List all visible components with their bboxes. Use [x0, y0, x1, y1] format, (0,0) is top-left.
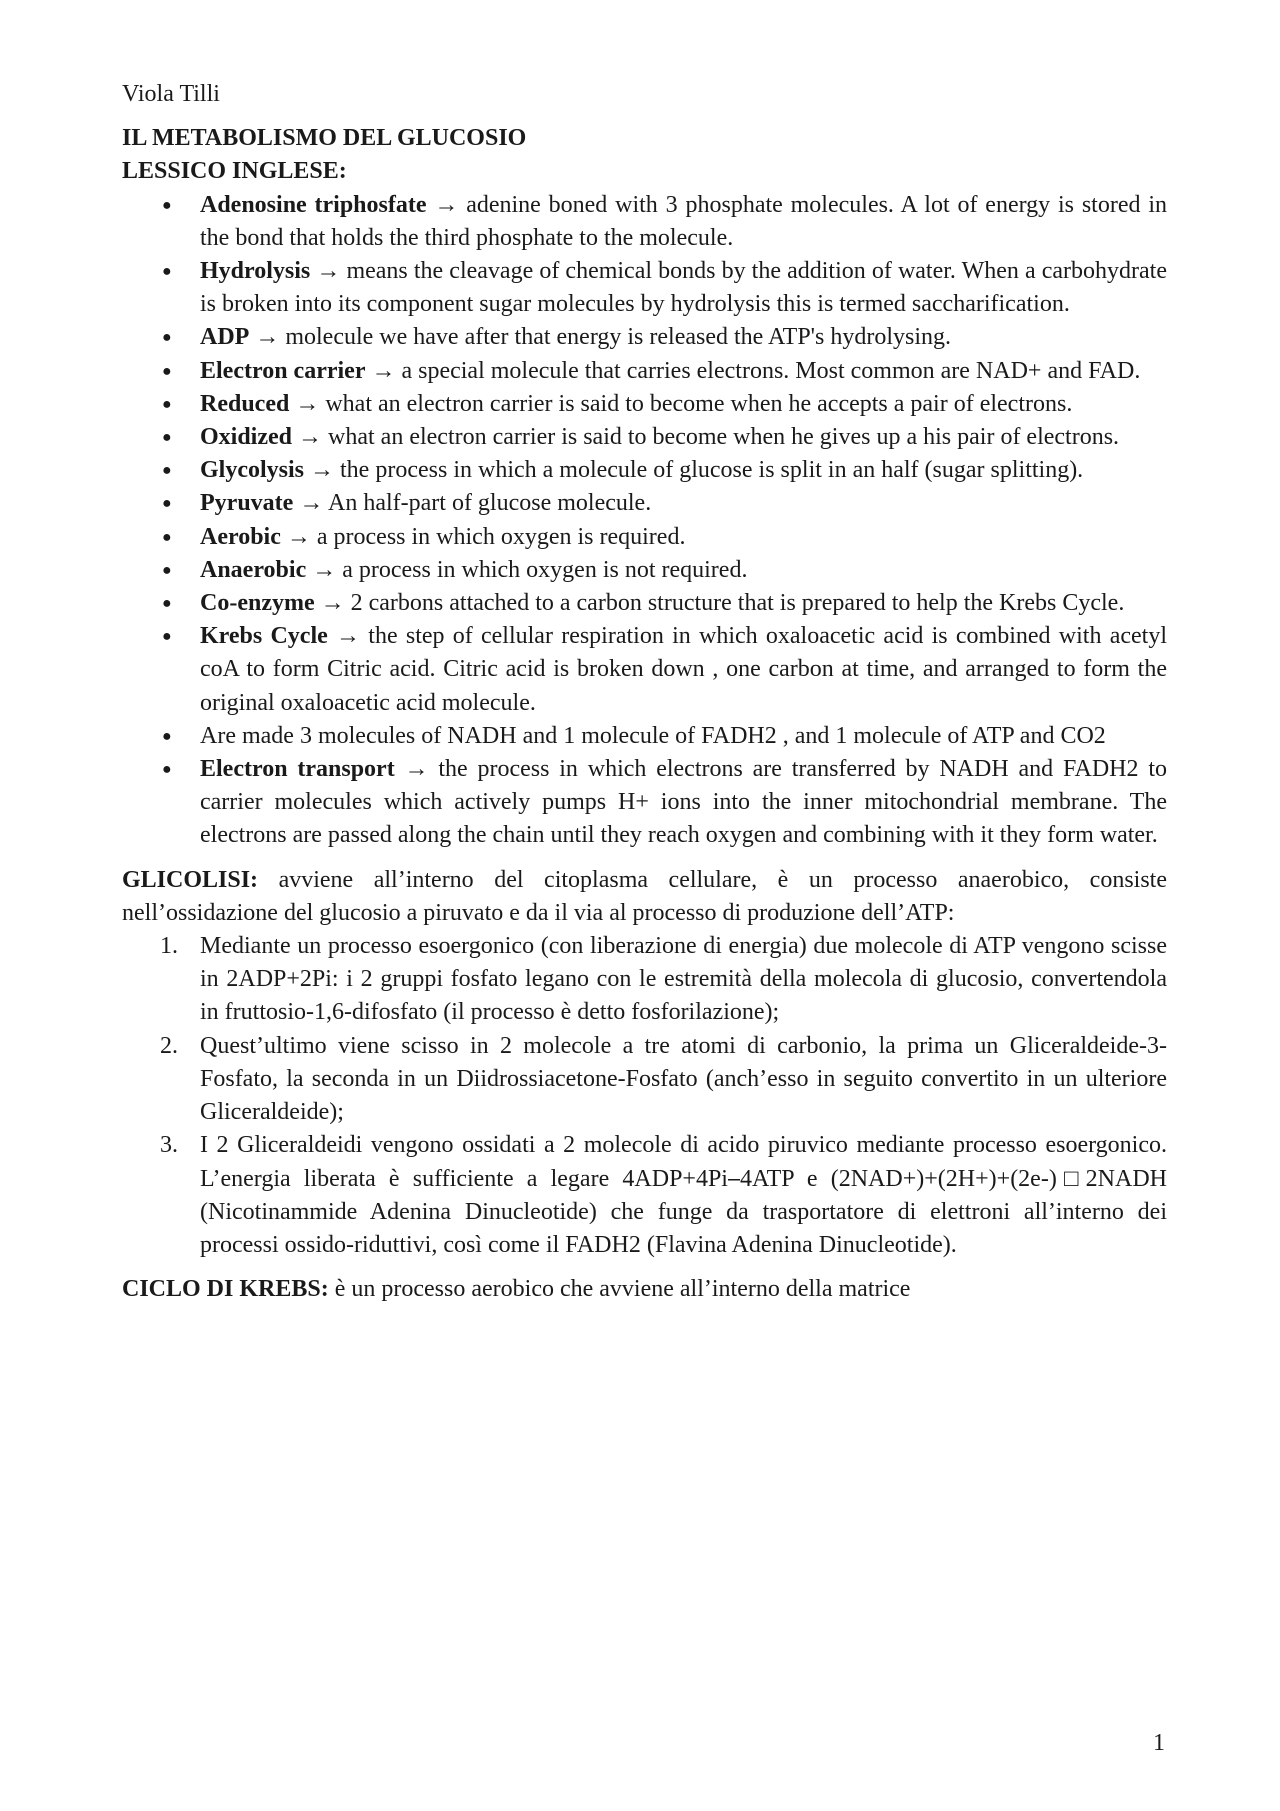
bullet-icon: ●: [162, 263, 172, 281]
glossary-term: Krebs Cycle: [200, 623, 328, 650]
glossary-term: Co-enzyme: [200, 590, 315, 617]
glossary-item: [122, 620, 1167, 720]
glossary-term: Reduced: [200, 390, 290, 417]
glossary-definition: → the process in which a molecule of glucose is split in an half (sugar splitting).: [304, 457, 1084, 484]
section-subtitle: LESSICO INGLESE:: [122, 158, 347, 185]
glicolisi-step: [122, 1030, 1167, 1130]
glicolisi-step: [122, 930, 1167, 1030]
step-number: 2.: [160, 1032, 178, 1059]
glossary-item: [122, 554, 1167, 587]
glossary-definition: Are made 3 molecules of NADH and 1 molecule of FADH2 , and 1 molecule of ATP and CO2: [200, 722, 1106, 749]
bullet-icon: ●: [162, 329, 172, 347]
glossary-term: Adenosine triphosfate: [200, 191, 427, 218]
glossary-term: Electron carrier: [200, 357, 366, 384]
bullet-icon: ●: [162, 528, 172, 546]
glossary-definition: → a special molecule that carries electrons. Most common are NAD+ and FAD.: [365, 357, 1141, 384]
glossary-item: [122, 189, 1167, 255]
bullet-icon: ●: [162, 761, 172, 779]
step-number: 1.: [160, 933, 178, 960]
glossary-definition: → a process in which oxygen is required.: [280, 523, 686, 550]
bullet-icon: ●: [162, 628, 172, 646]
glossary-item: [122, 255, 1167, 321]
bullet-icon: ●: [162, 196, 172, 214]
glossary-term: Hydrolysis: [200, 258, 311, 285]
page-number: 1: [1153, 1730, 1165, 1756]
glossary-term: Oxidized: [200, 424, 293, 451]
krebs-heading: CICLO DI KREBS:: [122, 1276, 329, 1303]
glossary-definition: → the step of cellular respiration in which oxaloacetic acid is combined with acetyl coA to form Citric acid. Citric acid is broken down , one carbon at time, and arranged to form the original oxaloacetic acid molecule.: [200, 623, 1167, 716]
glossary-item: [122, 388, 1167, 421]
step-number: 3.: [160, 1132, 178, 1159]
glicolisi-heading: GLICOLISI:: [122, 866, 259, 893]
glossary-item: [122, 753, 1167, 853]
glicolisi-paragraph: [122, 864, 1167, 930]
glossary-list: [122, 189, 1167, 853]
glossary-definition: → the process in which electrons are transferred by NADH and FADH2 to carrier molecules which actively pumps H+ ions into the inner mitochondrial membrane. The electrons are passed along the chain until they reach oxygen and combining with it they form water.: [200, 756, 1167, 849]
bullet-icon: ●: [162, 495, 172, 513]
glossary-definition: → 2 carbons attached to a carbon structure that is prepared to help the Krebs Cycle.: [314, 590, 1125, 617]
glossary-term: Electron transport: [200, 756, 395, 783]
bullet-icon: ●: [162, 362, 172, 380]
step-text: I 2 Gliceraldeidi vengono ossidati a 2 molecole di acido piruvico mediante processo esoergonico. L’energia liberata è sufficiente a legare 4ADP+4Pi⎯4ATP e (2NAD+)+(2H+)+(2e-)□2NADH (Nicotinammide Adenina Dinucleotide) che funge da trasportatore di elettroni all’interno dei processi ossido-riduttivi, così come il FADH2 (Flavina Adenina Dinucleotide).: [200, 1132, 1167, 1258]
bullet-icon: ●: [162, 727, 172, 745]
glicolisi-steps: [122, 930, 1167, 1262]
document-title: IL METABOLISMO DEL GLUCOSIO: [122, 125, 527, 152]
krebs-text: è un processo aerobico che avviene all’interno della matrice: [328, 1276, 911, 1303]
glossary-item: [122, 587, 1167, 620]
glossary-definition: → adenine boned with 3 phosphate molecules. A lot of energy is stored in the bond that holds the third phosphate to the molecule.: [200, 191, 1168, 251]
glossary-item: [122, 521, 1167, 554]
bullet-icon: ●: [162, 561, 172, 579]
bullet-icon: ●: [162, 395, 172, 413]
glossary-term: Aerobic: [200, 523, 281, 550]
glossary-definition: → what an electron carrier is said to become when he gives up a his pair of electrons.: [292, 424, 1120, 451]
glossary-item: [122, 355, 1167, 388]
bullet-icon: ●: [162, 595, 172, 613]
glossary-item: [122, 454, 1167, 487]
step-text: Quest’ultimo viene scisso in 2 molecole a tre atomi di carbonio, la prima un Gliceraldeide-3-Fosfato, la seconda in un Diidrossiacetone-Fosfato (anch’esso in seguito convertito in un ulteriore Gliceraldeide);: [200, 1032, 1167, 1126]
author-name: Viola Tilli: [122, 81, 220, 107]
glossary-definition: → molecule we have after that energy is released the ATP's hydrolysing.: [249, 324, 952, 351]
bullet-icon: ●: [162, 462, 172, 480]
glossary-definition: → means the cleavage of chemical bonds by the addition of water. When a carbohydrate is broken into its component sugar molecules by hydrolysis this is termed saccharification.: [200, 258, 1167, 318]
bullet-icon: ●: [162, 429, 172, 447]
glossary-term: ADP: [200, 324, 250, 351]
glossary-term: Glycolysis: [200, 457, 305, 484]
glossary-term: Pyruvate: [200, 490, 294, 517]
glossary-definition: → what an electron carrier is said to become when he accepts a pair of electrons.: [289, 390, 1073, 417]
glossary-definition: → a process in which oxygen is not required.: [306, 556, 748, 583]
glossary-term: Anaerobic: [200, 556, 307, 583]
glossary-item: [122, 487, 1167, 520]
krebs-paragraph: [122, 1273, 1167, 1306]
step-text: Mediante un processo esoergonico (con liberazione di energia) due molecole di ATP vengono scisse in 2ADP+2Pi: i 2 gruppi fosfato legano con le estremità della molecola di glucosio, convertendola in fruttosio-1,6-difosfato (il processo è detto fosforilazione);: [200, 933, 1167, 1026]
glossary-item: [122, 720, 1167, 753]
glossary-definition: → An half-part of glucose molecule.: [293, 490, 652, 517]
glossary-item: [122, 321, 1167, 354]
document-page: [122, 78, 1167, 1306]
glossary-item: [122, 421, 1167, 454]
glicolisi-step: [122, 1129, 1167, 1262]
glicolisi-intro: avviene all’interno del citoplasma cellulare, è un processo anaerobico, consiste nell’ossidazione del glucosio a piruvato e da il via al processo di produzione dell’ATP:: [122, 866, 1167, 926]
